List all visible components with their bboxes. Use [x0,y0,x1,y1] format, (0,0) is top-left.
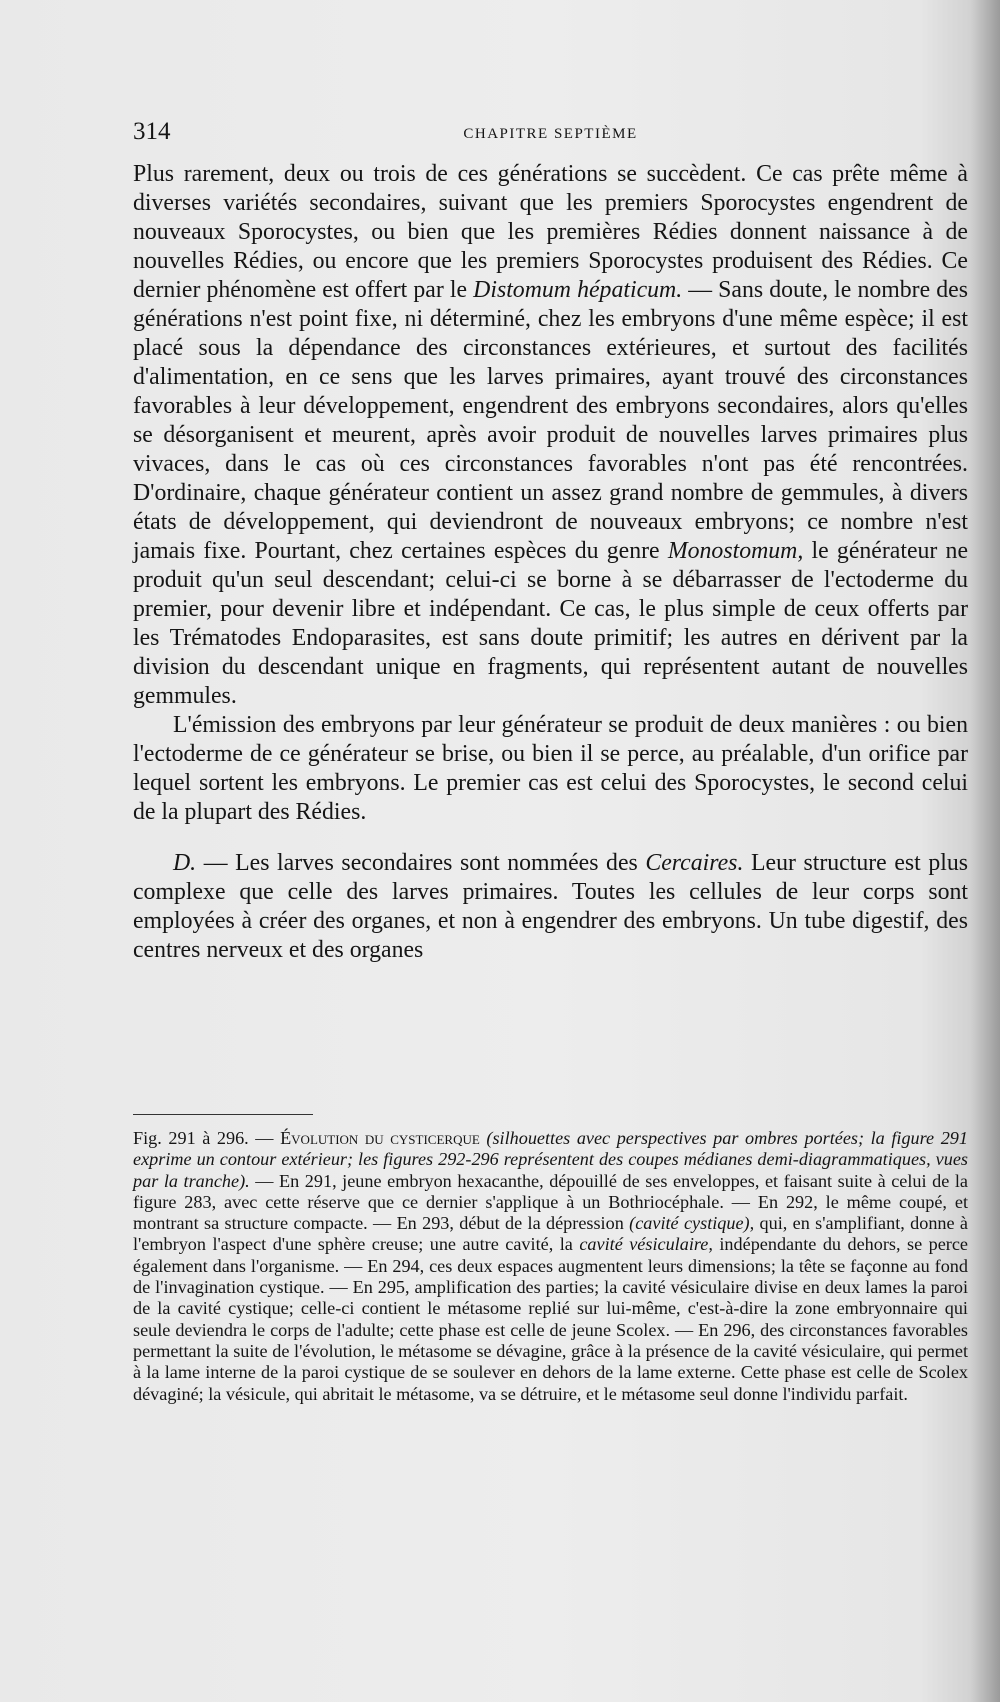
page-number: 314 [133,118,171,145]
figure-caption [133,1128,968,1405]
footnote-rule [133,1114,313,1115]
running-title: CHAPITRE SEPTIÈME [463,126,638,142]
caption-italic: (cavité cystique), [629,1213,755,1234]
caption-italic: cavité vésiculaire, [579,1234,713,1255]
main-text [133,160,968,965]
text-run: le générateur ne produit qu'un seul descendant; celui-ci se borne à se débarrasser de l'ectoderme du premier, pour devenir libre et indépendant. Ce cas, le plus simple de ceux offerts par les Trématodes Endoparasites, est sans doute primitif; les autres en dérivent par la division du descendant unique en fragments, qui représentent autant de nouvelles gemmules. [133,538,969,709]
paragraph-generations [133,160,968,711]
genus-name: Monostomum, [667,538,804,564]
caption-italic: (silhouettes avec perspectives par ombres portées; la figure 291 exprime un contour extérieur; les figures 292-296 représentent des coupes médianes demi-diagrammatiques, vues par la tranche). [133,1128,968,1191]
text-run: Plus rarement, deux ou trois de ces générations se succèdent. Ce cas prête même à diverses variétés secondaires, suivant que les premiers Sporocystes engendrent de nouveaux Sporocystes, ou bien que les premières Rédies donnent naissance à de nouvelles Rédies, ou encore que les premiers Sporocystes produisent des Rédies. Ce dernier phénomène est offert par le [133,161,968,303]
section-label: D. [173,850,197,876]
term-cercaires: Cercaires. [645,850,744,876]
caption-run: indépendante du dehors, se perce également dans l'organisme. — En 294, ces deux espaces augmentent leurs dimensions; la tête se façonne au fond de l'invagination cystique. — En 295, amplification des parties; la cavité vésiculaire divise en deux lames la paroi de la cavité cystique; celle-ci contient le métasome replié sur lui-même, c'est-à-dire la zone embryonnaire qui seule deviendra le corps de l'adulte; cette phase est celle de jeune Scolex. — En 296, des circonstances favorables permettant la suite de l'évolution, le métasome se dévagine, grâce à la présence de la cavité vésiculaire, qui permet à la lame interne de la paroi cystique de se soulever en dehors de la lame externe. Cette phase est celle de Scolex dévaginé; la vésicule, qui abritait le métasome, va se détruire, et le métasome seul donne l'individu parfait. [133,1234,968,1404]
text-run: — Les larves secondaires sont nommées des [196,850,646,876]
text-run: — Sans doute, le nombre des générations n'est point fixe, ni déterminé, chez les embryons d'une même espèce; il est placé sous la dépendance des circonstances extérieures, et surtout des facilités d'alimentation, en ce sens que les larves primaires, ayant trouvé des circonstances favorables à leur développement, engendrent des embryons secondaires, alors qu'elles se désorganisent et meurent, après avoir produit de nouvelles larves primaires plus vivaces, dans le cas où ces circonstances favorables n'ont pas été rencontrées. D'ordinaire, chaque générateur contient un assez grand nombre de gemmules, à divers états de développement, qui deviendront de nouveaux embryons; ce nombre n'est jamais fixe. Pourtant, chez certaines espèces du genre [133,277,968,564]
text-run: Leur structure est plus complexe que celle des larves primaires. Toutes les cellules de leur corps sont employées à créer des organes, et non à engendrer des embryons. Un tube digestif, des centres nerveux et des organes [133,850,969,963]
caption-text [133,1128,968,1405]
caption-run: qui, en s'amplifiant, donne à l'embryon l'aspect d'une sphère creuse; une autre cavité, la [133,1213,969,1255]
paragraph-cercaires [133,849,968,965]
caption-lead: Fig. 291 à 296. — [133,1128,281,1148]
paragraph-emission: L'émission des embryons par leur générateur se produit de deux manières : ou bien l'ectoderme de ce générateur se brise, ou bien il se perce, au préalable, d'un orifice par lequel sortent les embryons. Le premier cas est celui des Sporocystes, le second celui de la plupart des Rédies. [133,712,968,825]
caption-run: — En 291, jeune embryon hexacanthe, dépouillé de ses enveloppes, et faisant suite à celui de la figure 283, avec cette réserve que ce dernier s'applique à un Bothriocéphale. — En 292, le même coupé, et montrant sa structure compacte. — En 293, début de la dépression [133,1170,968,1234]
page-header [133,118,968,154]
caption-title: Évolution du cysticerque [280,1128,480,1148]
species-name: Distomum hépaticum. [473,277,683,303]
